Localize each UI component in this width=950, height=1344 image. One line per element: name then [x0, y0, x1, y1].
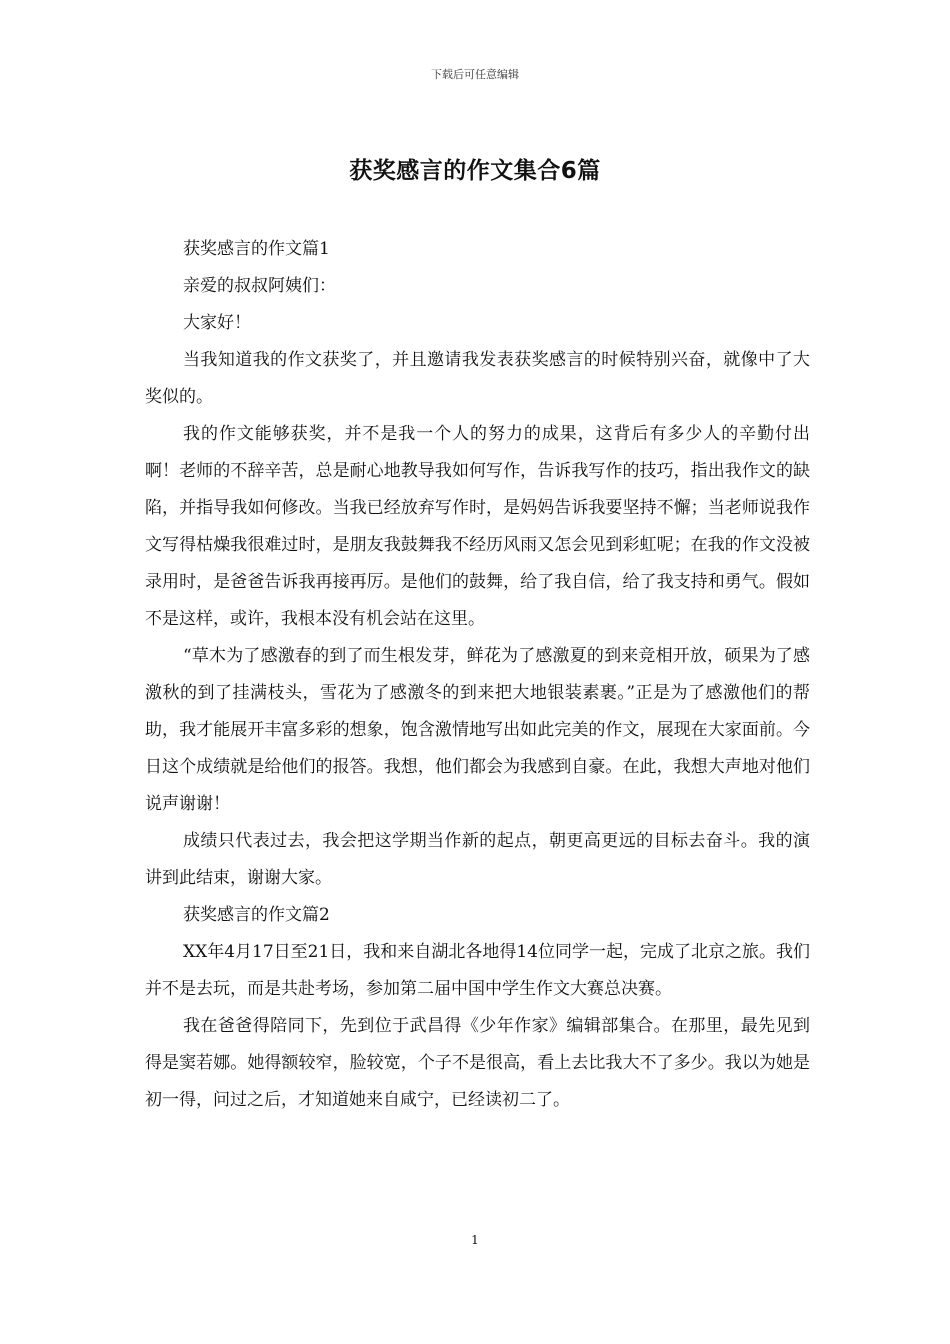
- paragraph: “草木为了感激春的到了而生根发芽，鲜花为了感激夏的到来竞相开放，硕果为了感激秋的到了挂满枝头，雪花为了感激冬的到来把大地银装素裹。”正是为了感激他们的帮助，我才能展开丰富多彩的想象，饱含激情地写出如此完美的作文，展现在大家面前。今日这个成绩就是给他们的报答。我想，他们都会为我感到自豪。在此，我想大声地对他们说声谢谢！: [145, 646, 810, 814]
- paragraph: XX年4月17日至21日，我和来自湖北各地得14位同学一起，完成了北京之旅。我们并不是去玩，而是共赴考场，参加第二届中国中学生作文大赛总决赛。: [145, 942, 810, 999]
- page-number: 1: [471, 1233, 479, 1247]
- salutation: 亲爱的叔叔阿姨们：: [183, 276, 336, 296]
- document-body: [145, 231, 810, 1119]
- paragraph: 我在爸爸得陪同下，先到位于武昌得《少年作家》编辑部集合。在那里，最先见到得是窦若娜。她得额较窄，脸较宽，个子不是很高，看上去比我大不了多少。我以为她是初一得，问过之后，才知道她来自咸宁，已经读初二了。: [145, 1016, 810, 1110]
- paragraph: 当我知道我的作文获奖了，并且邀请我发表获奖感言的时候特别兴奋，就像中了大奖似的。: [145, 350, 810, 407]
- paragraph: 成绩只代表过去，我会把这学期当作新的起点，朝更高更远的目标去奋斗。我的演讲到此结束，谢谢大家。: [145, 831, 810, 888]
- greeting: 大家好！: [183, 313, 251, 333]
- section-heading-2: 获奖感言的作文篇2: [183, 905, 330, 925]
- header-note: 下载后可任意编辑: [431, 68, 519, 81]
- paragraph: 我的作文能够获奖，并不是我一个人的努力的成果，这背后有多少人的辛勤付出啊！老师的不辞辛苦，总是耐心地教导我如何写作，告诉我写作的技巧，指出我作文的缺陷，并指导我如何修改。当我已经放弃写作时，是妈妈告诉我要坚持不懈；当老师说我作文写得枯燥我很难过时，是朋友我鼓舞我不经历风雨又怎会见到彩虹呢；在我的作文没被录用时，是爸爸告诉我再接再厉。是他们的鼓舞，给了我自信，给了我支持和勇气。假如不是这样，或许，我根本没有机会站在这里。: [145, 424, 810, 629]
- document-title: 获奖感言的作文集合6篇: [349, 158, 601, 184]
- section-heading-1: 获奖感言的作文篇1: [183, 239, 330, 259]
